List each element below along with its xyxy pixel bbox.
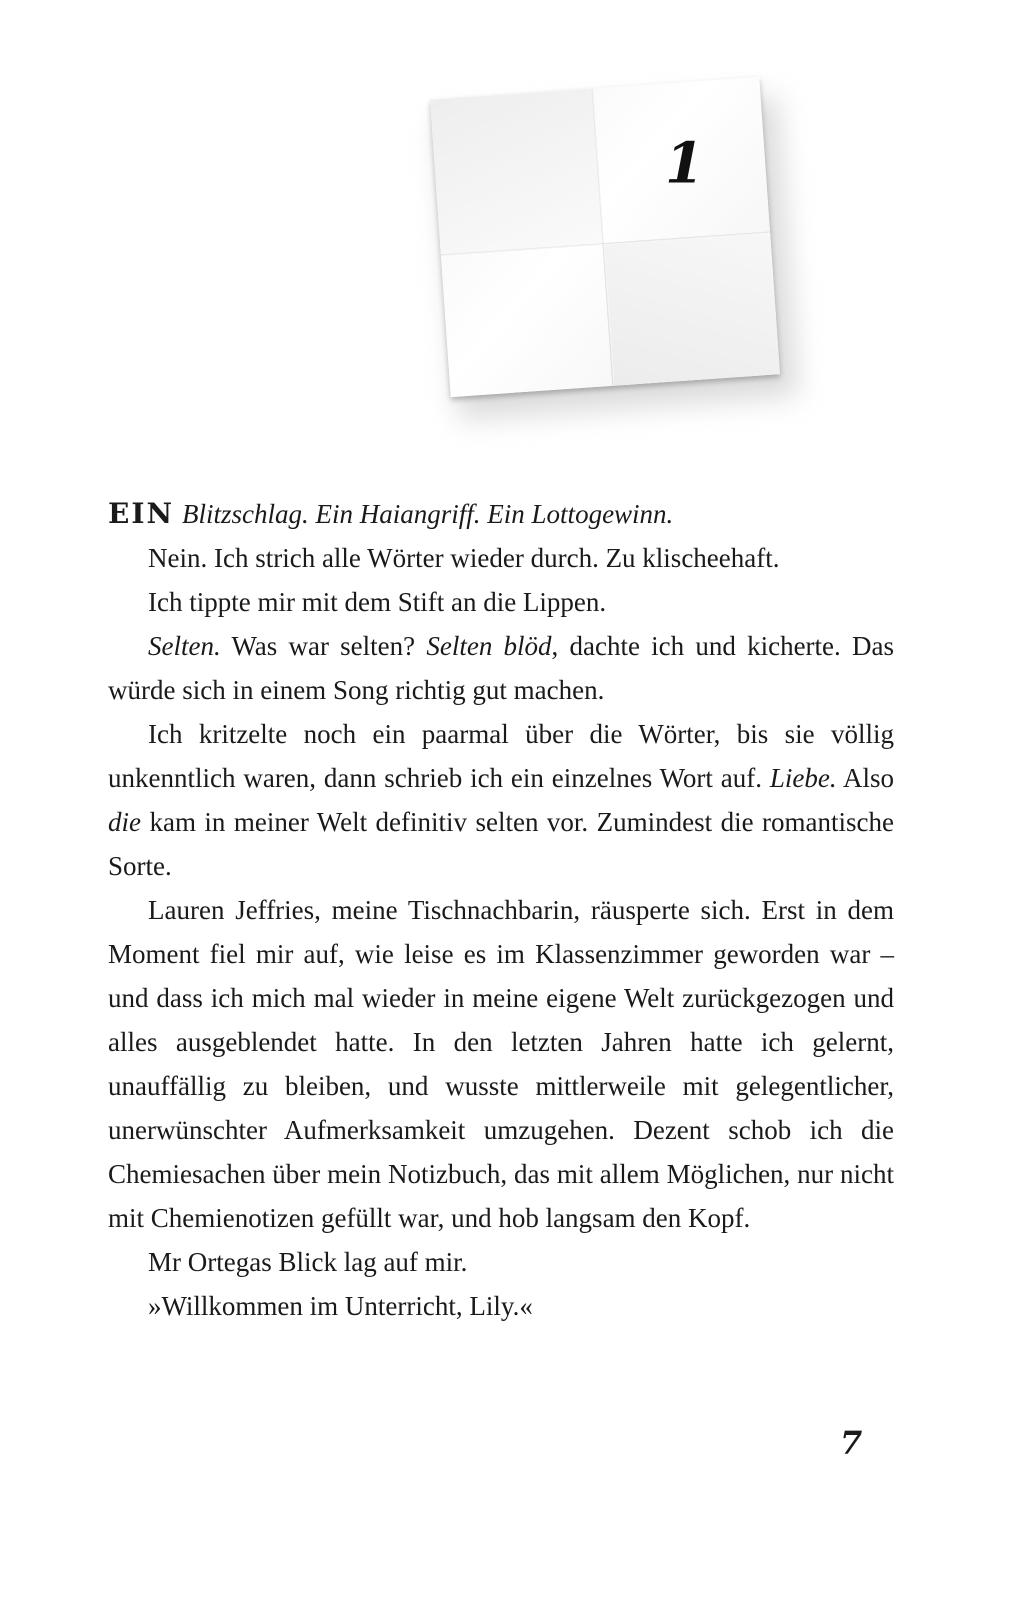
page-number: 7 [840, 1424, 863, 1462]
paragraph [108, 712, 894, 888]
paragraph-text: Ich kritzelte noch ein paarmal über die Wörter, bis sie völlig unkenntlich waren, dann schrieb ich ein einzelnes Wort auf. [108, 719, 894, 793]
paragraph [108, 624, 894, 712]
folded-paper-note [430, 77, 780, 397]
emphasis: Liebe. [769, 763, 837, 793]
paragraph: Nein. Ich strich alle Wörter wieder durch. Zu klischeehaft. [148, 543, 780, 573]
paragraph: Lauren Jeffries, meine Tischnachbarin, räusperte sich. Erst in dem Moment fiel mir auf, wie leise es im Klassenzimmer geworden war – und dass ich mich mal wieder in meine eigene Welt zurückgezogen und alles ausgeblendet hatte. In den letzten Jahren hatte ich gelernt, unauffällig zu bleiben, und wusste mittlerweile mit gelegentlicher, unerwünschter Aufmerksamkeit umzugehen. Dezent schob ich die Chemiesachen über mein Notizbuch, das mit allem Möglichen, nur nicht mit Chemienotizen gefüllt war, und hob langsam den Kopf. [108, 895, 894, 1233]
paragraph-text: kam in meiner Welt definitiv selten vor. Zumindest die romantische Sorte. [108, 807, 894, 881]
note-quadrant-shade [602, 231, 780, 385]
chapter-text [108, 492, 894, 1328]
paragraph: Mr Ortegas Blick lag auf mir. [148, 1247, 468, 1277]
paragraph: »Willkommen im Unterricht, Lily.« [148, 1291, 533, 1321]
paragraph-text: Was war selten? [220, 631, 427, 661]
chapter-number: 1 [665, 130, 705, 197]
emphasis: Selten. [148, 631, 221, 661]
emphasis: die [108, 807, 141, 837]
opening-line-text: Blitzschlag. Ein Haiangriff. Ein Lottogewinn. [182, 499, 674, 529]
note-quadrant-shade [430, 89, 602, 255]
paragraph-text: Also [836, 763, 894, 793]
paragraph-text: , dachte ich und kicherte. Das würde sich in einem Song richtig gut machen. [108, 631, 894, 705]
emphasis: Selten blöd [426, 631, 552, 661]
dropcap-word: EIN [108, 497, 175, 530]
opening-line [108, 492, 894, 536]
paragraph: Ich tippte mir mit dem Stift an die Lippen. [148, 587, 607, 617]
